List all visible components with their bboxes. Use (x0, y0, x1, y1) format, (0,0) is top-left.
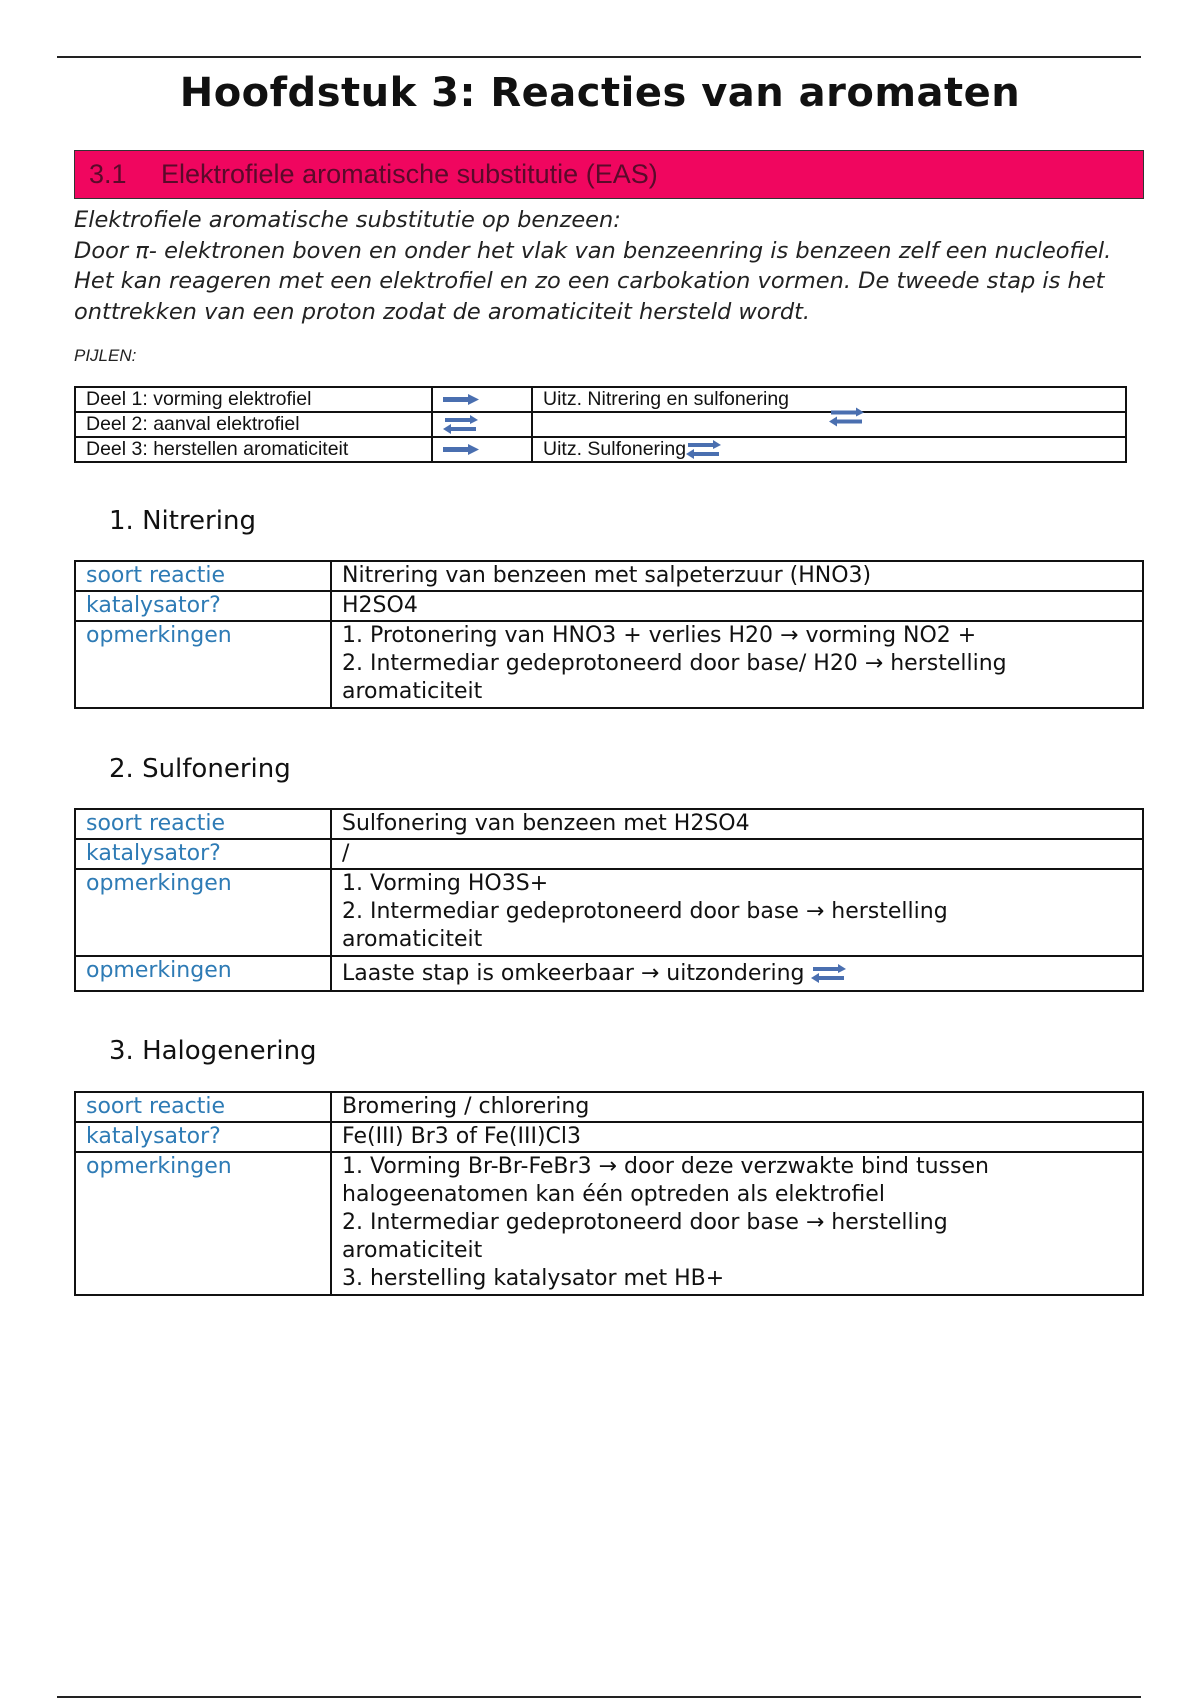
table-row (75, 839, 1143, 869)
arrow-cell (432, 412, 532, 437)
remark-line: 1. Vorming Br-Br-FeBr3 → door deze verzwakte bind tussen halogeenatomen kan één optreden als elektrofiel (342, 1154, 989, 1207)
row-label: soort reactie (75, 1092, 331, 1122)
section-title: Elektrofiele aromatische substitutie (EAS) (161, 159, 658, 189)
row-value: Bromering / chlorering (331, 1092, 1143, 1122)
arrow-cell (432, 437, 532, 462)
remark-line: 3. herstelling katalysator met HB+ (342, 1266, 725, 1291)
equilibrium-arrow-icon (686, 440, 722, 459)
row-value: Nitrering van benzeen met salpeterzuur (HNO3) (331, 561, 1143, 591)
table-row (75, 1152, 1143, 1295)
row-label: soort reactie (75, 809, 331, 839)
top-rule (57, 56, 1141, 58)
sulfonering-heading: 2. Sulfonering (109, 754, 291, 784)
table-row (75, 1122, 1143, 1152)
right-arrow-icon (443, 443, 481, 456)
table-row (75, 869, 1143, 956)
table-row (75, 591, 1143, 621)
row-value (331, 621, 1143, 708)
row-value: Fe(III) Br3 of Fe(III)Cl3 (331, 1122, 1143, 1152)
sulfonering-table (74, 808, 1144, 992)
table-row (75, 561, 1143, 591)
table-row (75, 387, 1126, 412)
remark-line: 1. Vorming HO3S+ (342, 871, 549, 896)
remark-line: Laaste stap is omkeerbaar → uitzondering (342, 960, 805, 986)
nitrering-heading: 1. Nitrering (109, 506, 256, 536)
table-row (75, 956, 1143, 991)
equilibrium-arrow-icon (811, 964, 847, 983)
nitrering-table (74, 560, 1144, 709)
arrow-cell (432, 387, 532, 412)
row-value (331, 956, 1143, 991)
table-row (75, 412, 1126, 437)
remark-line: 2. Intermediar gedeprotoneerd door base → herstelling aromaticiteit (342, 899, 948, 952)
row-label: katalysator? (75, 1122, 331, 1152)
note-cell (532, 437, 1126, 462)
remark-line: 1. Protonering van HNO3 + verlies H20 → vorming NO2 + (342, 623, 977, 648)
equilibrium-arrow-icon (829, 408, 865, 427)
table-row (75, 1092, 1143, 1122)
row-label: opmerkingen (75, 869, 331, 956)
step-cell: Deel 2: aanval elektrofiel (75, 412, 432, 437)
note-text: Uitz. Sulfonering (543, 438, 687, 460)
row-label: katalysator? (75, 591, 331, 621)
row-label: katalysator? (75, 839, 331, 869)
halogenering-heading: 3. Halogenering (109, 1036, 317, 1066)
table-row (75, 809, 1143, 839)
step-cell: Deel 1: vorming elektrofiel (75, 387, 432, 412)
row-label: opmerkingen (75, 621, 331, 708)
step-cell: Deel 3: herstellen aromaticiteit (75, 437, 432, 462)
section-number: 3.1 (89, 159, 127, 189)
row-label: opmerkingen (75, 956, 331, 991)
row-value: H2SO4 (331, 591, 1143, 621)
table-row (75, 437, 1126, 462)
table-row (75, 621, 1143, 708)
note-text: Uitz. Nitrering en sulfonering (543, 388, 790, 410)
row-value: Sulfonering van benzeen met H2SO4 (331, 809, 1143, 839)
remark-line: 2. Intermediar gedeprotoneerd door base → herstelling aromaticiteit (342, 1210, 948, 1263)
row-label: soort reactie (75, 561, 331, 591)
row-label: opmerkingen (75, 1152, 331, 1295)
note-cell (532, 412, 1126, 437)
pijlen-label: PIJLEN: (74, 346, 137, 365)
row-value (331, 1152, 1143, 1295)
row-value: / (331, 839, 1143, 869)
remark-line: 2. Intermediar gedeprotoneerd door base/ H20 → herstelling aromaticiteit (342, 651, 1007, 704)
bottom-rule (57, 1696, 1141, 1698)
right-arrow-icon (443, 393, 481, 406)
intro-subtitle: Elektrofiele aromatische substitutie op benzeen: (74, 207, 621, 233)
halogenering-table (74, 1091, 1144, 1296)
equilibrium-arrow-icon (443, 415, 479, 434)
row-value (331, 869, 1143, 956)
arrow-table (74, 386, 1127, 463)
page-title: Hoofdstuk 3: Reacties van aromaten (179, 70, 1021, 116)
intro-body: Door π- elektronen boven en onder het vlak van benzeenring is benzeen zelf een nucleofiel. Het kan reageren met een elektrofiel en zo een carbokation vormen. De tweede stap is het onttrekken van een proton zodat de aromaticiteit hersteld wordt. (74, 237, 1112, 325)
intro-text (74, 205, 1154, 327)
section-heading-bar (74, 150, 1144, 199)
